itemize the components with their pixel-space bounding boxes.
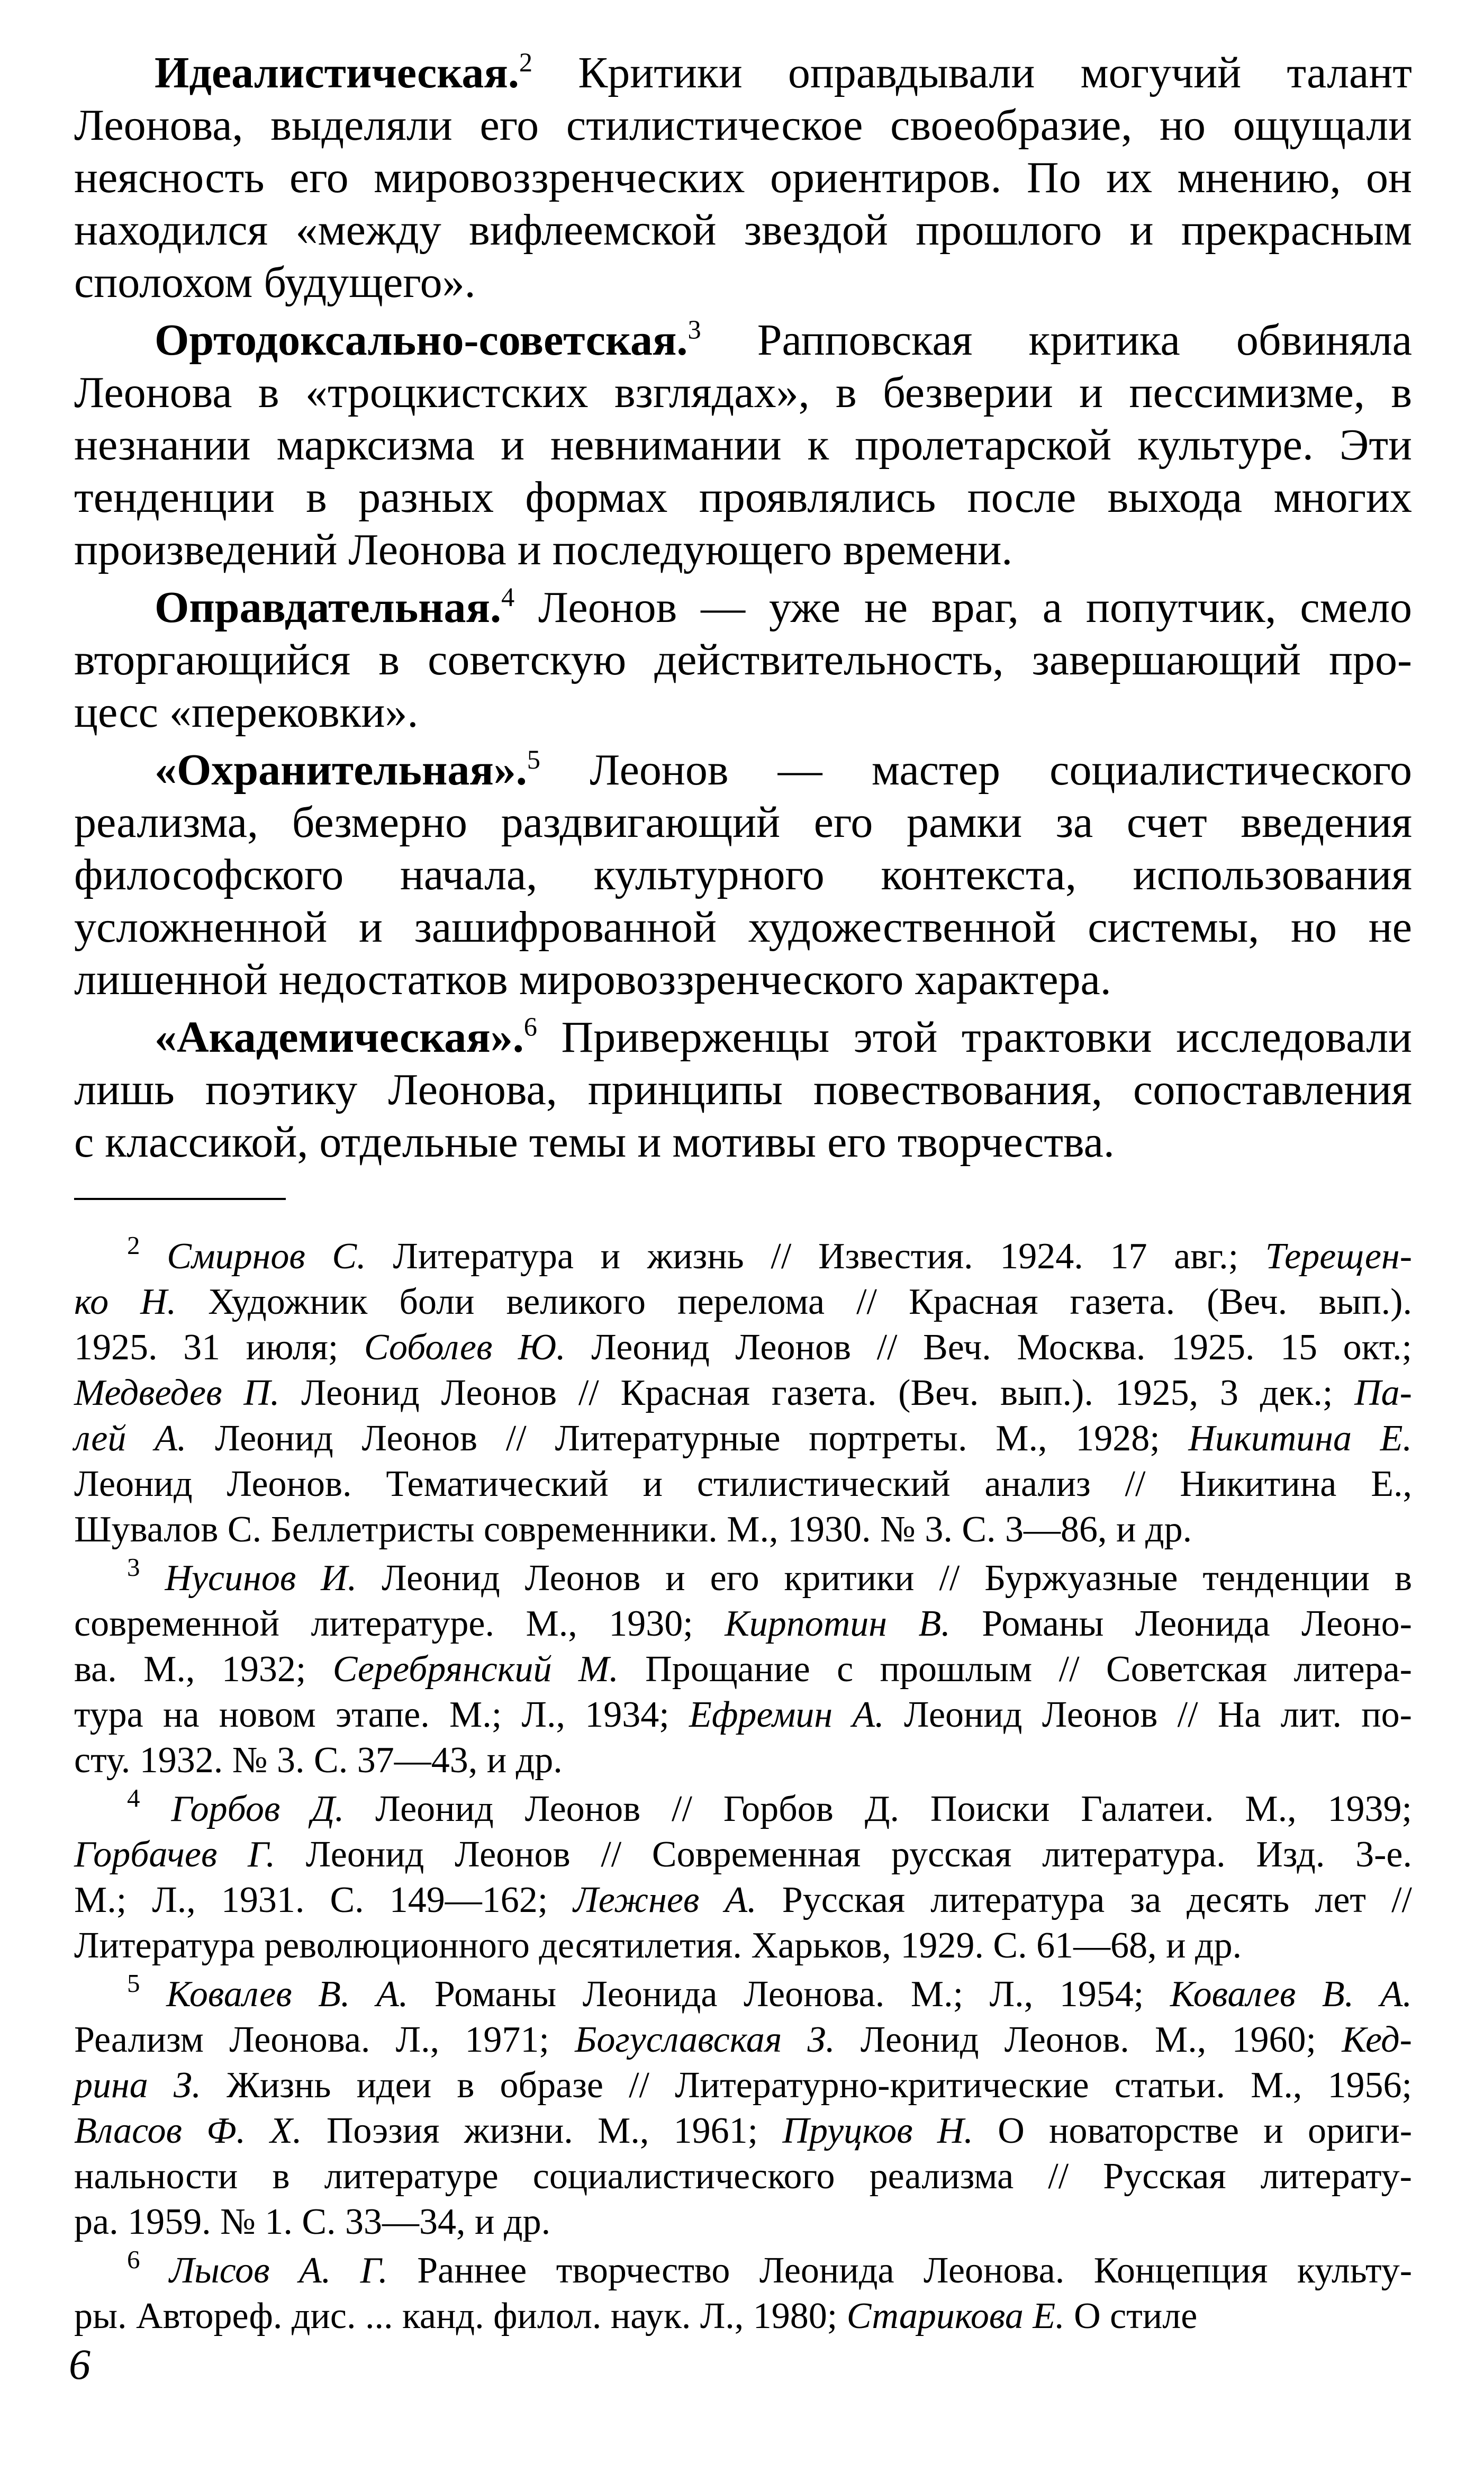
author-name: Власов Ф. Х. — [74, 2110, 302, 2151]
line-text: неясность его мировоззренческих ориентиров. По их мнению, он — [74, 153, 1412, 202]
author-name: Соболев Ю. — [364, 1327, 566, 1368]
citation-text: современной литературе. М., 1930; — [74, 1603, 725, 1644]
footnote-number: 2 — [127, 1231, 140, 1260]
line-text: Леонова в «троцкистских взглядах», в безверии и пессимизме, в — [74, 368, 1412, 417]
citation-text: ра. 1959. № 1. С. 33—34, и др. — [74, 2202, 551, 2242]
footnote-number: 4 — [127, 1783, 140, 1813]
author-name: Богуславская З. — [575, 2019, 835, 2060]
main-text — [74, 47, 1412, 1168]
text-line — [74, 686, 1412, 738]
text-line — [74, 47, 1412, 99]
footnote — [74, 1783, 1413, 1969]
line-text: Леонов — мастер социалистического — [590, 745, 1412, 795]
footnotes — [74, 1231, 1413, 2339]
text-line — [74, 1116, 1412, 1168]
author-name: Старикова Е. — [846, 2296, 1065, 2336]
line-text: с классикой, отдельные темы и мотивы его творчества. — [74, 1117, 1115, 1167]
author-name: Горбов Д. — [171, 1789, 345, 1829]
line-text: находился «между вифлеемской звездой прошлого и прекрасным — [74, 205, 1412, 255]
footnote — [74, 2245, 1413, 2339]
footnote-ref: 6 — [523, 1012, 537, 1042]
footnote-line — [74, 1923, 1412, 1969]
author-name: Горбачев Г. — [74, 1834, 276, 1875]
author-name: Никитина Е. — [1188, 1418, 1413, 1459]
line-text: незнании марксизма и невнимании к пролетарской культуре. Эти — [74, 420, 1412, 470]
footnote — [74, 1553, 1412, 1783]
paragraph-term: Идеалистическая. — [155, 48, 519, 97]
footnote-line — [74, 1878, 1412, 1923]
footnote-line — [74, 2245, 1413, 2294]
line-text: лишенной недостатков мировоззренческого характера. — [74, 955, 1111, 1004]
citation-text: ры. Автореф. дис. ... канд. филол. наук. Л., 1980; — [74, 2296, 847, 2336]
citation-text: О новаторстве и ориги- — [973, 2110, 1413, 2151]
citation-text: Литература революционного десятилетия. Харьков, 1929. С. 61—68, и др. — [74, 1925, 1242, 1966]
footnote-line — [74, 2063, 1412, 2108]
text-line — [74, 99, 1412, 151]
text-line — [74, 1011, 1412, 1063]
citation-text: 1925. 31 июля; — [74, 1327, 364, 1368]
footnote-line — [74, 2108, 1412, 2154]
footnote-line — [74, 1507, 1412, 1553]
footnote-line — [74, 1461, 1412, 1507]
footnote-number: 5 — [127, 1969, 140, 1998]
paragraph-term: Оправдательная. — [155, 583, 501, 632]
text-line — [74, 419, 1412, 471]
text-line — [74, 256, 1412, 309]
text-line — [74, 204, 1412, 256]
author-name: Кед- — [1342, 2019, 1412, 2060]
footnote-line — [74, 2294, 1412, 2339]
text-line — [74, 314, 1412, 366]
citation-text: Леонид Леонов и его критики // Буржуазные тенденции в — [357, 1558, 1412, 1599]
citation-text: Леонид Леонов // Современная русская литература. Изд. 3-е. — [275, 1834, 1412, 1875]
footnote-line — [74, 1231, 1413, 1279]
citation-text: М.; Л., 1931. С. 149—162; — [74, 1880, 574, 1920]
text-line — [74, 796, 1412, 849]
footnote-line — [74, 1969, 1412, 2017]
page-number: 6 — [69, 2340, 91, 2388]
text-line — [74, 953, 1412, 1006]
footnote-line — [74, 1416, 1412, 1461]
line-text: вторгающийся в советскую действительность, завершающий про- — [74, 635, 1412, 684]
text-line — [74, 1063, 1412, 1116]
line-text: реализма, безмерно раздвигающий его рамки за счет введения — [74, 798, 1412, 847]
author-name: ко Н. — [74, 1282, 177, 1322]
citation-text: О стиле — [1064, 2296, 1198, 2336]
author-name: Па- — [1354, 1373, 1412, 1413]
footnote-line — [74, 1370, 1412, 1416]
citation-text: тура на новом этапе. М.; Л., 1934; — [74, 1694, 689, 1735]
citation-text: Леонид Леонов. Тематический и стилистический анализ // Никитина Е., — [74, 1464, 1412, 1504]
citation-text: ва. М., 1932; — [74, 1649, 333, 1690]
citation-text: Леонид Леонов. М., 1960; — [835, 2019, 1342, 2060]
author-name: Медведев П. — [74, 1373, 280, 1413]
line-text: лишь поэтику Леонова, принципы повествования, сопоставления — [74, 1065, 1412, 1114]
citation-text: Леонид Леонов // Горбов Д. Поиски Галатеи. М., 1939; — [344, 1789, 1413, 1829]
citation-text: Художник боли великого перелома // Красная газета. (Веч. вып.). — [176, 1282, 1412, 1322]
citation-text: нальности в литературе социалистического реализма // Русская литерату- — [74, 2156, 1412, 2197]
author-name: Лежнев А. — [573, 1880, 757, 1920]
line-text: Приверженцы этой трактовки исследовали — [561, 1013, 1413, 1062]
footnote-line — [74, 2199, 1412, 2245]
citation-text: Романы Леонида Леонова. М.; Л., 1954; — [408, 1974, 1170, 2015]
paragraph — [74, 581, 1412, 738]
text-line — [74, 151, 1412, 204]
text-line — [74, 524, 1412, 576]
citation-text: Романы Леонида Леоно- — [950, 1603, 1412, 1644]
citation-text: Поэзия жизни. М., 1961; — [302, 2110, 783, 2151]
footnote-ref: 5 — [527, 744, 540, 774]
footnote-number: 3 — [127, 1553, 140, 1582]
author-name: Ковалев В. А. — [166, 1974, 409, 2015]
citation-text: сту. 1932. № 3. С. 37—43, и др. — [74, 1740, 563, 1781]
line-text: произведений Леонова и последующего времени. — [74, 525, 1013, 574]
citation-text: Шувалов С. Беллетристы современники. М., 1930. № 3. С. 3—86, и др. — [74, 1509, 1192, 1550]
citation-text: Леонид Леонов // На лит. по- — [884, 1694, 1412, 1735]
footnote-line — [74, 1325, 1412, 1370]
footnote-line — [74, 2017, 1412, 2063]
author-name: Терещен- — [1265, 1236, 1413, 1277]
line-text: сполохом будущего». — [74, 258, 476, 307]
line-text: Леонов — уже не враг, а попутчик, смело — [538, 583, 1413, 632]
citation-text: Раннее творчество Леонида Леонова. Концепция культу- — [387, 2250, 1413, 2291]
paragraph — [74, 1011, 1412, 1168]
text-line — [74, 634, 1412, 686]
paragraph — [74, 744, 1412, 1006]
author-name: лей А. — [74, 1418, 187, 1459]
footnote-line — [74, 1553, 1412, 1601]
line-text: тенденции в разных формах проявлялись после выхода многих — [74, 473, 1412, 522]
citation-text: Жизнь идеи в образе // Литературно-критические статьи. М., 1956; — [201, 2065, 1412, 2106]
author-name: рина З. — [74, 2065, 202, 2106]
author-name: Пруцков Н. — [782, 2110, 973, 2151]
footnote-line — [74, 1783, 1413, 1832]
footnote-line — [74, 1738, 1412, 1783]
author-name: Нусинов И. — [165, 1558, 357, 1599]
line-text: Рапповская критика обвиняла — [757, 315, 1413, 365]
footnote-line — [74, 1692, 1412, 1738]
line-text: философского начала, культурного контекста, использования — [74, 850, 1412, 899]
page-content — [74, 47, 1412, 2342]
paragraph-term: «Охранительная». — [155, 745, 527, 795]
footnote — [74, 1969, 1413, 2245]
footnote — [74, 1231, 1413, 1553]
footnote-ref: 3 — [687, 314, 701, 345]
citation-text: Русская литература за десять лет // — [756, 1880, 1412, 1920]
text-line — [74, 471, 1412, 524]
footnote-line — [74, 1647, 1412, 1692]
text-line — [74, 581, 1412, 634]
citation-text: Леонид Леонов // Веч. Москва. 1925. 15 окт.; — [565, 1327, 1412, 1368]
line-text: усложненной и зашифрованной художественной системы, но не — [74, 903, 1412, 952]
citation-text: Леонид Леонов // Литературные портреты. М., 1928; — [186, 1418, 1189, 1459]
citation-text: Реализм Леонова. Л., 1971; — [74, 2019, 575, 2060]
author-name: Лысов А. Г. — [169, 2250, 388, 2291]
paragraph — [74, 47, 1412, 309]
author-name: Смирнов С. — [167, 1236, 366, 1277]
footnote-ref: 4 — [501, 582, 515, 612]
footnote-line — [74, 1832, 1412, 1878]
paragraph-term: «Академическая». — [155, 1013, 524, 1062]
author-name: Серебрянский М. — [332, 1649, 619, 1690]
footnote-line — [74, 2154, 1412, 2199]
citation-text: Леонид Леонов // Красная газета. (Веч. вып.). 1925, 3 дек.; — [279, 1373, 1355, 1413]
line-text: Критики оправдывали могучий талант — [578, 48, 1413, 97]
footnote-line — [74, 1601, 1412, 1647]
text-line — [74, 901, 1412, 953]
author-name: Кирпотин В. — [725, 1603, 951, 1644]
text-line — [74, 849, 1412, 901]
text-line — [74, 744, 1412, 796]
citation-text: Прощание с прошлым // Советская литера- — [618, 1649, 1412, 1690]
paragraph — [74, 314, 1412, 576]
footnote-ref: 2 — [519, 47, 533, 77]
author-name: Ефремин А. — [689, 1694, 884, 1735]
author-name: Ковалев В. А. — [1170, 1974, 1412, 2015]
paragraph-term: Ортодоксально-советская. — [155, 315, 688, 365]
footnote-separator — [74, 1198, 286, 1200]
line-text: Леонова, выделяли его стилистическое своеобразие, но ощущали — [74, 101, 1412, 150]
line-text: цесс «перековки». — [74, 688, 419, 737]
citation-text: Литература и жизнь // Известия. 1924. 17 авг.; — [366, 1236, 1265, 1277]
footnote-line — [74, 1279, 1412, 1325]
footnote-number: 6 — [127, 2245, 140, 2275]
text-line — [74, 366, 1412, 419]
